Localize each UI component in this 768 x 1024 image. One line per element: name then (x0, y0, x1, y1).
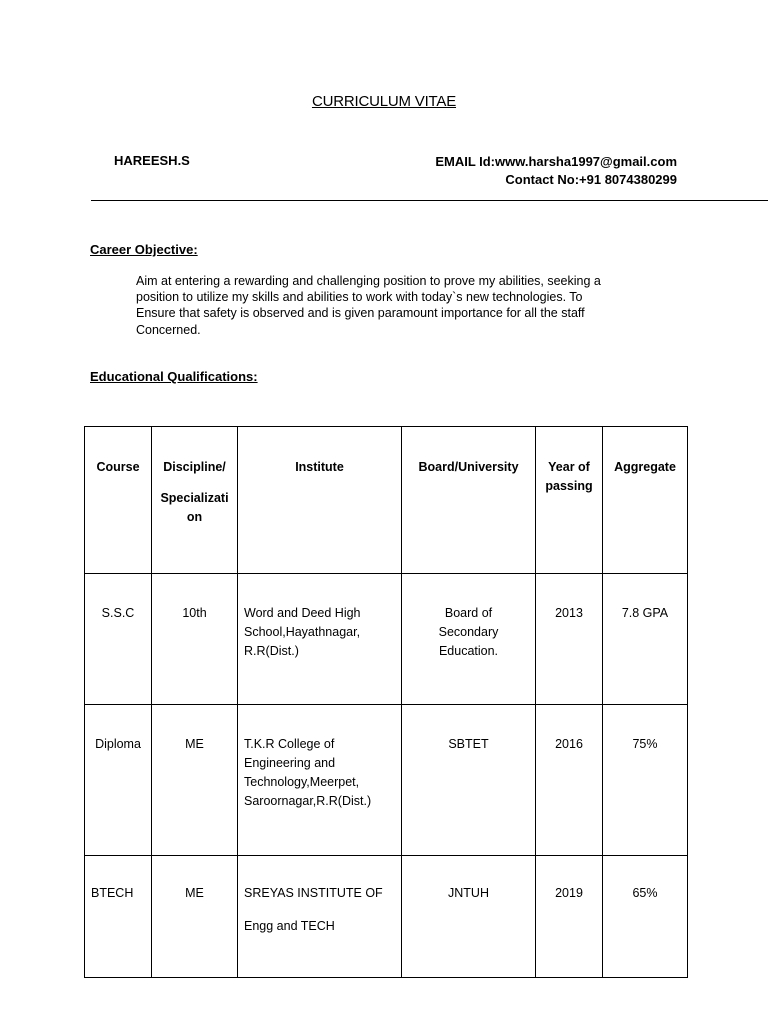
cell-board: JNTUH (402, 856, 536, 978)
cell-course: BTECH (85, 856, 152, 978)
career-objective-text (136, 273, 671, 338)
table-row (85, 856, 688, 978)
objective-line: Aim at entering a rewarding and challenging position to prove my abilities, seeking a (136, 274, 601, 288)
contact-number-line: Contact No:+91 8074380299 (505, 172, 677, 187)
table-header-row (85, 427, 688, 574)
objective-line: Ensure that safety is observed and is given paramount importance for all the staff (136, 306, 585, 321)
header-year: Year of passing (536, 427, 603, 574)
cell-year: 2016 (536, 705, 603, 856)
cell-course: Diploma (85, 705, 152, 856)
cell-discipline: ME (152, 705, 238, 856)
career-objective-heading: Career Objective: (90, 242, 198, 257)
cell-aggregate: 7.8 GPA (603, 574, 688, 705)
header-discipline: Discipline/ Specializati on (152, 427, 238, 574)
cell-discipline: ME (152, 856, 238, 978)
education-table (84, 426, 688, 978)
contact-block (435, 153, 677, 189)
header-course: Course (85, 427, 152, 574)
cell-institute: SREYAS INSTITUTE OF Engg and TECH (238, 856, 402, 978)
document-title: CURRICULUM VITAE (311, 93, 457, 110)
cell-board: SBTET (402, 705, 536, 856)
header-aggregate: Aggregate (603, 427, 688, 574)
cell-course: S.S.C (85, 574, 152, 705)
cell-aggregate: 75% (603, 705, 688, 856)
email-line: EMAIL Id:www.harsha1997@gmail.com (435, 154, 677, 169)
objective-line: Concerned. (136, 322, 201, 337)
cell-discipline: 10th (152, 574, 238, 705)
header-divider (91, 200, 768, 201)
header-board: Board/University (402, 427, 536, 574)
candidate-name: HAREESH.S (114, 153, 190, 168)
cell-institute: T.K.R College of Engineering and Technology,Meerpet, Saroornagar,R.R(Dist.) (238, 705, 402, 856)
cell-aggregate: 65% (603, 856, 688, 978)
header-institute: Institute (238, 427, 402, 574)
table-row (85, 574, 688, 705)
cell-year: 2013 (536, 574, 603, 705)
education-heading: Educational Qualifications: (90, 369, 258, 384)
table-row (85, 705, 688, 856)
objective-line: position to utilize my skills and abilities to work with today`s new technologies. To (136, 290, 583, 305)
cell-board: Board of Secondary Education. (402, 574, 536, 705)
cell-year: 2019 (536, 856, 603, 978)
cell-institute: Word and Deed High School,Hayathnagar, R.R(Dist.) (238, 574, 402, 705)
